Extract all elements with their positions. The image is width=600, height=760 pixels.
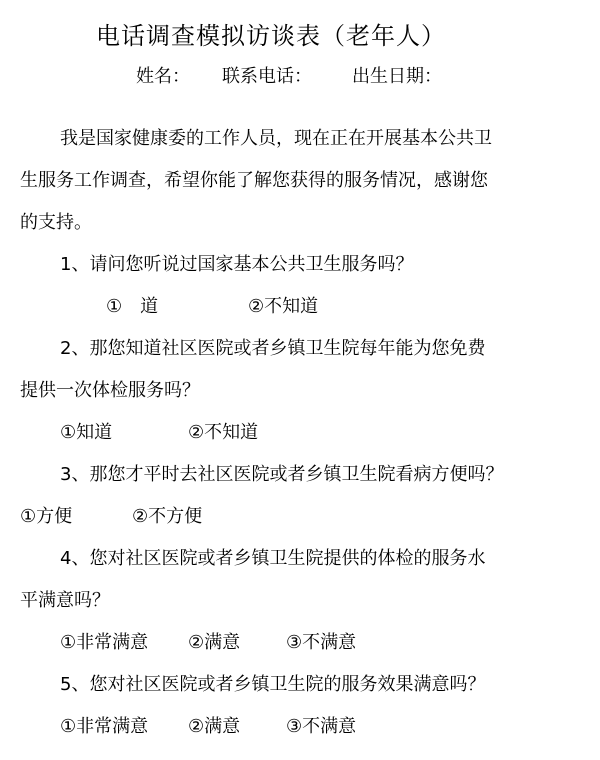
question-2-text-cont: 提供一次体检服务吗？	[20, 380, 200, 401]
birth-date-label: 出生日期：	[352, 66, 442, 87]
question-3-text: 3、那您才平时去社区医院或者乡镇卫生院看病方便吗？	[60, 464, 504, 485]
q4-option-1: ①非常满意	[60, 632, 149, 653]
q2-option-2: ②不知道	[188, 422, 259, 443]
question-5-text: 5、您对社区医院或者乡镇卫生院的服务效果满意吗？	[60, 674, 486, 695]
form-title: 电话调查模拟访谈表（老年人）	[96, 22, 446, 50]
q1-option-2: ②不知道	[248, 296, 319, 317]
q5-option-3: ③不满意	[286, 716, 357, 737]
question-4-text: 4、您对社区医院或者乡镇卫生院提供的体检的服务水	[60, 548, 486, 569]
q2-option-1: ①知道	[60, 422, 113, 443]
question-2-text: 2、那您知道社区医院或者乡镇卫生院每年能为您免费	[60, 338, 486, 359]
q4-option-2: ②满意	[188, 632, 241, 653]
q5-option-1: ①非常满意	[60, 716, 149, 737]
phone-label: 联系电话：	[222, 66, 312, 87]
intro-line-3: 的支持。	[20, 212, 92, 233]
question-1-text: 1、请问您听说过国家基本公共卫生服务吗？	[60, 254, 414, 275]
q3-option-1: ①方便	[20, 506, 73, 527]
q5-option-2: ②满意	[188, 716, 241, 737]
question-4-text-cont: 平满意吗？	[20, 590, 110, 611]
name-label: 姓名：	[136, 66, 190, 87]
q1-option-1: ① 道	[106, 296, 159, 317]
q4-option-3: ③不满意	[286, 632, 357, 653]
intro-line-2: 生服务工作调查，希望你能了解您获得的服务情况，感谢您	[20, 170, 488, 191]
q3-option-2: ②不方便	[132, 506, 203, 527]
intro-line-1: 我是国家健康委的工作人员，现在正在开展基本公共卫	[60, 128, 492, 149]
